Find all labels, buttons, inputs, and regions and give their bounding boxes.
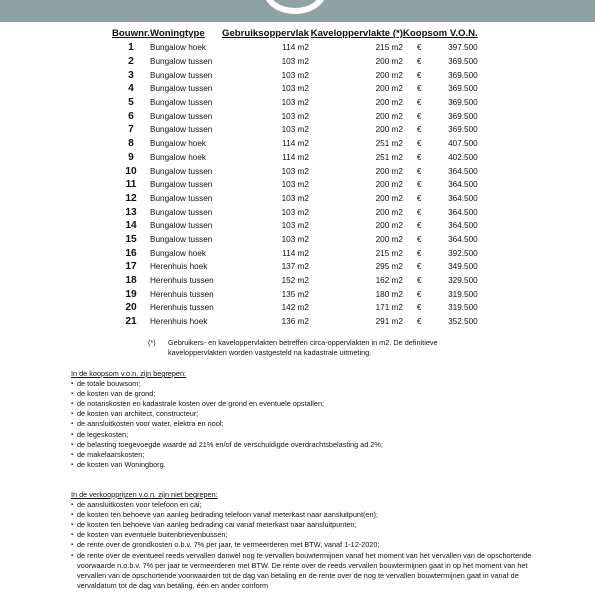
koopsom-cell: 369.500	[448, 70, 478, 80]
table-row	[112, 109, 478, 123]
list-item: ▪ de aansluitkosten voor telefoon en cai;	[71, 500, 541, 510]
kaveloppervlakte-cell: 251 m2	[375, 139, 403, 149]
kaveloppervlakte-cell: 200 m2	[375, 125, 403, 135]
list-item: ▪ de kosten van eventuele buitenbrievenbussen;	[71, 530, 541, 540]
bouwnr-cell: 9	[128, 151, 134, 163]
col-header-koopsom: Koopsom V.O.N.	[402, 28, 478, 39]
gebruiksoppervlak-cell: 114 m2	[282, 139, 309, 149]
table-row	[112, 287, 478, 301]
list-item: ▪ de kosten ten behoeve van aanleg bedrading cai vanaf meterkast naar aansluitpunten;	[71, 520, 541, 530]
col-header-woningtype: Woningtype	[150, 28, 205, 39]
bouwnr-cell: 16	[125, 247, 137, 259]
currency-cell: €	[416, 317, 422, 327]
currency-cell: €	[416, 70, 422, 80]
gebruiksoppervlak-cell: 137 m2	[281, 262, 309, 272]
list-item: ▪ de kosten van architect, constructeur;	[71, 409, 541, 419]
gebruiksoppervlak-cell: 103 m2	[281, 166, 309, 176]
currency-cell: €	[416, 207, 422, 217]
table-row	[112, 219, 478, 233]
bouwnr-cell: 5	[128, 97, 134, 109]
gebruiksoppervlak-cell: 103 m2	[281, 57, 309, 67]
kaveloppervlakte-cell: 162 m2	[375, 276, 403, 286]
koopsom-cell: 369.500	[448, 57, 478, 67]
table-row	[112, 178, 478, 192]
table-row	[112, 96, 478, 110]
kaveloppervlakte-cell: 291 m2	[375, 317, 403, 327]
col-header-bouwnr: Bouwnr.	[112, 28, 150, 39]
excluded-list	[71, 500, 541, 591]
kaveloppervlakte-cell: 200 m2	[375, 234, 403, 244]
table-row	[112, 82, 478, 96]
currency-cell: €	[416, 152, 422, 162]
table-row	[112, 137, 478, 151]
bouwnr-cell: 15	[125, 233, 137, 245]
excluded-title: In de verkoopprijzen v.o.n. zijn niet begrepen:	[71, 490, 218, 499]
gebruiksoppervlak-cell: 103 m2	[281, 98, 309, 108]
kaveloppervlakte-cell: 215 m2	[375, 43, 403, 53]
bouwnr-cell: 2	[128, 56, 134, 68]
kaveloppervlakte-cell: 180 m2	[375, 289, 403, 299]
bouwnr-cell: 4	[128, 83, 134, 95]
gebruiksoppervlak-cell: 103 m2	[281, 207, 309, 217]
kaveloppervlakte-cell: 200 m2	[375, 111, 403, 121]
gebruiksoppervlak-cell: 103 m2	[281, 180, 309, 190]
woningtype-cell: Herenhuis hoek	[150, 262, 208, 272]
logo-arc	[263, 0, 327, 14]
table-row	[112, 233, 478, 247]
kaveloppervlakte-cell: 200 m2	[375, 84, 403, 94]
bouwnr-cell: 3	[128, 69, 134, 81]
gebruiksoppervlak-cell: 114 m2	[282, 152, 309, 162]
gebruiksoppervlak-cell: 103 m2	[281, 193, 309, 203]
bouwnr-cell: 20	[125, 302, 137, 314]
bouwnr-cell: 19	[125, 288, 137, 300]
table-row	[112, 301, 478, 315]
included-title: In de koopsom v.o.n. zijn begrepen:	[71, 369, 187, 378]
kaveloppervlakte-cell: 200 m2	[375, 207, 403, 217]
header-banner	[0, 0, 595, 22]
kaveloppervlakte-cell: 200 m2	[375, 180, 403, 190]
koopsom-cell: 369.500	[448, 84, 478, 94]
table-row	[112, 151, 478, 165]
list-item: ▪ de kosten van de grond;	[71, 389, 541, 399]
bouwnr-cell: 12	[125, 192, 137, 204]
currency-cell: €	[416, 180, 422, 190]
currency-cell: €	[416, 262, 422, 272]
bouwnr-cell: 11	[125, 179, 137, 191]
bouwnr-cell: 18	[125, 275, 137, 287]
currency-cell: €	[416, 57, 422, 67]
woningtype-cell: Bungalow tussen	[150, 234, 213, 244]
woningtype-cell: Bungalow tussen	[150, 207, 213, 217]
gebruiksoppervlak-cell: 103 m2	[281, 111, 309, 121]
footnote-text: Gebruikers- en kaveloppervlakten betreffen circa-oppervlakten in m2. De definitieve kaveloppervlakten worden vastgesteld na kadastrale uitmeting.	[168, 338, 438, 357]
list-item: ▪ de totale bouwsom;	[71, 379, 541, 389]
gebruiksoppervlak-cell: 103 m2	[281, 234, 309, 244]
bouwnr-cell: 13	[125, 206, 137, 218]
currency-cell: €	[416, 111, 422, 121]
koopsom-cell: 397.500	[448, 43, 478, 53]
koopsom-cell: 364.500	[448, 166, 478, 176]
table-row	[112, 274, 478, 288]
gebruiksoppervlak-cell: 114 m2	[282, 43, 309, 53]
list-item: ▪ de aansluitkosten voor water, elektra en riool;	[71, 419, 541, 429]
list-item: ▪ de legeskosten;	[71, 430, 541, 440]
woningtype-cell: Bungalow hoek	[150, 248, 206, 258]
woningtype-cell: Bungalow tussen	[150, 166, 213, 176]
koopsom-cell: 364.500	[448, 234, 478, 244]
currency-cell: €	[416, 125, 422, 135]
bouwnr-cell: 10	[125, 165, 137, 177]
bouwnr-cell: 8	[128, 138, 134, 150]
koopsom-cell: 369.500	[448, 125, 478, 135]
gebruiksoppervlak-cell: 103 m2	[281, 221, 309, 231]
kaveloppervlakte-cell: 200 m2	[375, 166, 403, 176]
koopsom-cell: 329.500	[448, 276, 478, 286]
currency-cell: €	[416, 166, 422, 176]
woningtype-cell: Bungalow tussen	[150, 84, 213, 94]
gebruiksoppervlak-cell: 136 m2	[281, 317, 309, 327]
table-header-row	[112, 28, 478, 41]
table-row	[112, 192, 478, 206]
kaveloppervlakte-cell: 171 m2	[375, 303, 403, 313]
woningtype-cell: Herenhuis tussen	[150, 303, 214, 313]
woningtype-cell: Bungalow hoek	[150, 152, 206, 162]
koopsom-cell: 364.500	[448, 221, 478, 231]
excluded-section	[71, 490, 541, 591]
koopsom-cell: 364.500	[448, 207, 478, 217]
kaveloppervlakte-cell: 215 m2	[375, 248, 403, 258]
included-section	[71, 369, 541, 470]
gebruiksoppervlak-cell: 103 m2	[281, 125, 309, 135]
list-item: ▪ de rente over de grondkosten o.b.v. 7% per jaar, te vermeerderen met BTW, vanaf 1-12-2020;	[71, 540, 541, 550]
kaveloppervlakte-cell: 200 m2	[375, 221, 403, 231]
footnote-mark: (*)	[148, 338, 156, 347]
col-header-kaveloppervlakte: Kaveloppervlakte (*)	[310, 28, 403, 39]
footnote	[148, 338, 478, 358]
kaveloppervlakte-cell: 200 m2	[375, 193, 403, 203]
woningtype-cell: Herenhuis hoek	[150, 317, 208, 327]
table-row	[112, 205, 478, 219]
currency-cell: €	[416, 98, 422, 108]
koopsom-cell: 369.500	[448, 111, 478, 121]
table-row	[112, 164, 478, 178]
currency-cell: €	[416, 303, 422, 313]
table-row	[112, 41, 478, 55]
included-list	[71, 379, 541, 470]
currency-cell: €	[416, 276, 422, 286]
koopsom-cell: 364.500	[448, 180, 478, 190]
currency-cell: €	[416, 289, 422, 299]
table-row	[112, 315, 478, 329]
currency-cell: €	[416, 221, 422, 231]
koopsom-cell: 369.500	[448, 98, 478, 108]
kaveloppervlakte-cell: 295 m2	[375, 262, 403, 272]
woningtype-cell: Bungalow tussen	[150, 111, 213, 121]
gebruiksoppervlak-cell: 142 m2	[281, 303, 309, 313]
woningtype-cell: Bungalow tussen	[150, 70, 213, 80]
bouwnr-cell: 1	[128, 42, 134, 54]
koopsom-cell: 319.500	[448, 289, 478, 299]
currency-cell: €	[416, 248, 422, 258]
woningtype-cell: Bungalow tussen	[150, 125, 213, 135]
list-item: ▪ de makelaarskosten;	[71, 450, 541, 460]
table-row	[112, 246, 478, 260]
kaveloppervlakte-cell: 251 m2	[375, 152, 403, 162]
list-item: ▪ de belasting toegevoegde waarde ad 21% en/of de verschuldigde overdrachtsbelasting ad 2%;	[71, 440, 541, 450]
bouwnr-cell: 7	[128, 124, 134, 136]
woningtype-cell: Bungalow tussen	[150, 57, 213, 67]
bouwnr-cell: 6	[128, 110, 134, 122]
koopsom-cell: 319.500	[448, 303, 478, 313]
currency-cell: €	[416, 43, 422, 53]
bouwnr-cell: 17	[125, 261, 137, 273]
currency-cell: €	[416, 139, 422, 149]
koopsom-cell: 402.500	[448, 152, 478, 162]
table-body	[112, 41, 478, 328]
list-item: ▪ de kosten ten behoeve van aanleg bedrading telefoon vanaf meterkast naar aansluitpunt(en);	[71, 510, 541, 520]
woningtype-cell: Bungalow hoek	[150, 43, 206, 53]
koopsom-cell: 364.500	[448, 193, 478, 203]
table-row	[112, 123, 478, 137]
table-row	[112, 260, 478, 274]
koopsom-cell: 392.500	[448, 248, 478, 258]
woningtype-cell: Bungalow tussen	[150, 221, 213, 231]
col-header-gebruiksoppervlak: Gebruiksoppervlak	[222, 28, 309, 39]
currency-cell: €	[416, 193, 422, 203]
list-item: ▪ de notariskosten en kadastrale kosten over de grond en eventuele opstallen;	[71, 399, 541, 409]
bouwnr-cell: 14	[125, 220, 137, 232]
gebruiksoppervlak-cell: 103 m2	[281, 70, 309, 80]
gebruiksoppervlak-cell: 135 m2	[281, 289, 309, 299]
woningtype-cell: Bungalow tussen	[150, 193, 213, 203]
gebruiksoppervlak-cell: 152 m2	[281, 276, 309, 286]
koopsom-cell: 352.500	[448, 317, 478, 327]
kaveloppervlakte-cell: 200 m2	[375, 57, 403, 67]
bouwnr-cell: 21	[125, 316, 137, 328]
woningtype-cell: Bungalow hoek	[150, 139, 206, 149]
price-table	[112, 28, 478, 328]
gebruiksoppervlak-cell: 114 m2	[282, 248, 309, 258]
gebruiksoppervlak-cell: 103 m2	[281, 84, 309, 94]
woningtype-cell: Bungalow tussen	[150, 98, 213, 108]
kaveloppervlakte-cell: 200 m2	[375, 70, 403, 80]
woningtype-cell: Bungalow tussen	[150, 180, 213, 190]
list-item: ▪ de kosten van Woningborg.	[71, 460, 541, 470]
woningtype-cell: Herenhuis tussen	[150, 289, 214, 299]
woningtype-cell: Herenhuis tussen	[150, 276, 214, 286]
koopsom-cell: 407.500	[448, 139, 478, 149]
kaveloppervlakte-cell: 200 m2	[375, 98, 403, 108]
table-row	[112, 68, 478, 82]
currency-cell: €	[416, 234, 422, 244]
koopsom-cell: 349.500	[448, 262, 478, 272]
currency-cell: €	[416, 84, 422, 94]
list-item: ▪ de rente over de eventueel reeds vervallen danwel nog te vervallen bouwtermijnen vanaf het moment van het vervallen van de opschortende voorwaarde n.o.b.v. 7% per jaar te vermeerderen met BTW. De rente over de reeds vervallen bouwtermijnen gaat in op het moment van het vervallen van de opschortende voorwaarden tot de dag van betaling en de rente over de nog te vervallen bouwtermijnen gaat in vanaf de vervaldatum tot de dag van betaling, één en ander conform	[71, 551, 541, 591]
table-row	[112, 55, 478, 69]
